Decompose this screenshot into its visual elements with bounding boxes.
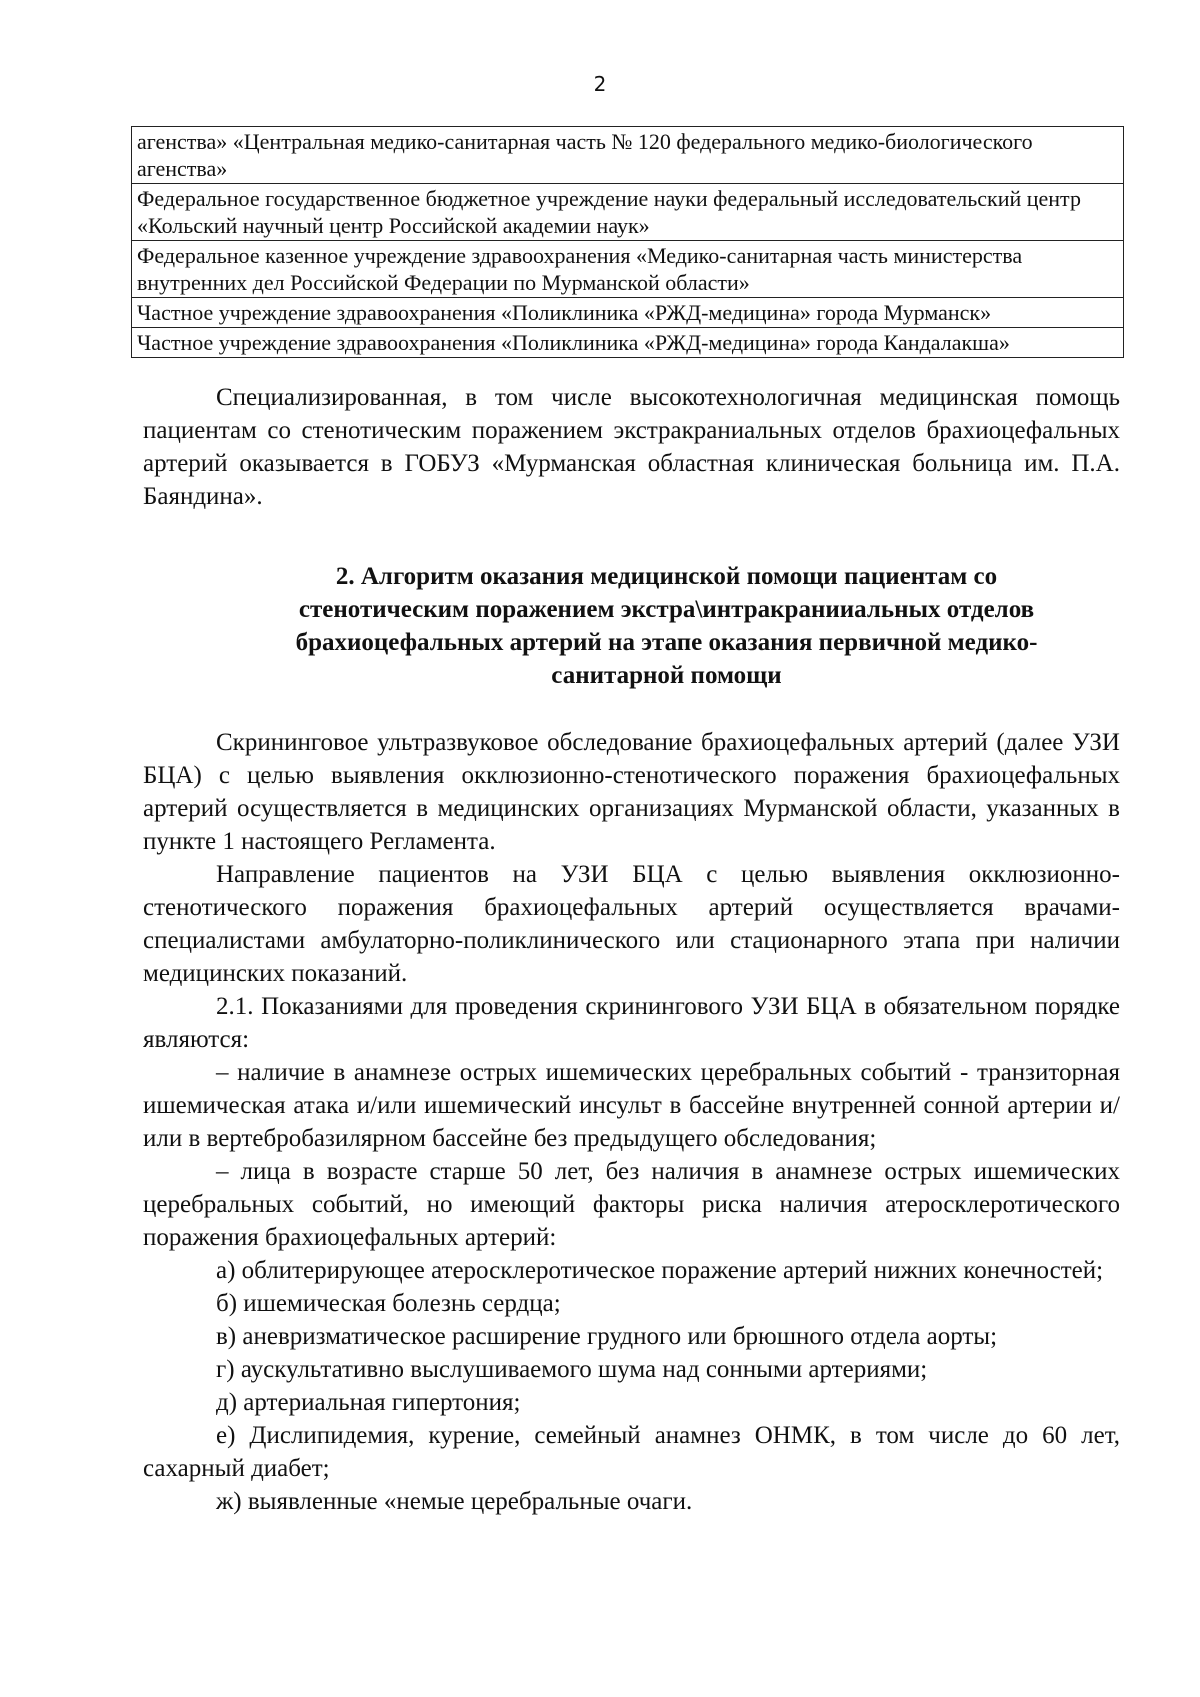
document-body <box>143 381 1120 1518</box>
table-cell: Частное учреждение здравоохранения «Поликлиника «РЖД-медицина» города Кандалакша» <box>132 328 1124 358</box>
table-cell: Федеральное государственное бюджетное учреждение науки федеральный исследовательский центр «Кольский научный центр Российской академии наук» <box>132 184 1124 241</box>
risk-factor-item: е) Дислипидемия, курение, семейный анамнез ОНМК, в том числе до 60 лет, сахарный диабет; <box>143 1422 1120 1482</box>
intro-paragraph: Специализированная, в том числе высокотехнологичная медицинская помощь пациентам со стенотическим поражением экстракраниальных отделов брахиоцефальных артерий оказывается в ГОБУЗ «Мурманская областная клиническая больница им. П.А. Баяндина». <box>143 384 1120 510</box>
indications-paragraph: 2.1. Показаниями для проведения скринингового УЗИ БЦА в обязательном порядке являются: <box>143 993 1120 1053</box>
table-row <box>132 298 1124 328</box>
risk-factor-item: а) облитерирующее атеросклеротическое поражение артерий нижних конечностей; <box>216 1257 1104 1284</box>
table-cell: Частное учреждение здравоохранения «Поликлиника «РЖД-медицина» города Мурманск» <box>132 298 1124 328</box>
table-row <box>132 127 1124 184</box>
risk-factor-item: д) артериальная гипертония; <box>216 1389 521 1416</box>
table-cell: агенства» «Центральная медико-санитарная часть № 120 федерального медико-биологического агенства» <box>132 127 1124 184</box>
table-row <box>132 241 1124 298</box>
section-heading: 2. Алгоритм оказания медицинской помощи пациентам со стенотическим поражением экстра\интракранииальных отделов брахиоцефальных артерий на этапе оказания первичной медико-санитарной помощи <box>295 563 1038 689</box>
referral-paragraph: Направление пациентов на УЗИ БЦА с целью выявления окклюзионно-стенотического поражения брахиоцефальных артерий осуществляется врачами-специалистами амбулаторно-поликлинического или стационарного этапа при наличии медицинских показаний. <box>143 861 1120 987</box>
risk-factor-item: в) аневризматическое расширение грудного или брюшного отдела аорты; <box>216 1323 998 1350</box>
screening-paragraph: Скрининговое ультразвуковое обследование брахиоцефальных артерий (далее УЗИ БЦА) с целью выявления окклюзионно-стенотического поражения брахиоцефальных артерий осуществляется в медицинских организациях Мурманской области, указанных в пункте 1 настоящего Регламента. <box>143 729 1120 855</box>
indication-item-1: – наличие в анамнезе острых ишемических церебральных событий - транзиторная ишемическая атака и/или ишемический инсульт в бассейне внутренней сонной артерии и/или в вертебробазилярном бассейне без предыдущего обследования; <box>143 1059 1120 1152</box>
table-cell: Федеральное казенное учреждение здравоохранения «Медико-санитарная часть министерства внутренних дел Российской Федерации по Мурманской области» <box>132 241 1124 298</box>
risk-factor-item: г) аускультативно выслушиваемого шума над сонными артериями; <box>216 1356 928 1383</box>
page-number: 2 <box>593 72 607 96</box>
medical-organizations-table <box>131 126 1124 358</box>
table-row <box>132 328 1124 358</box>
indication-item-2: – лица в возрасте старше 50 лет, без наличия в анамнезе острых ишемических церебральных событий, но имеющий факторы риска наличия атеросклеротического поражения брахиоцефальных артерий: <box>143 1158 1120 1251</box>
table-row <box>132 184 1124 241</box>
risk-factor-item: ж) выявленные «немые церебральные очаги. <box>216 1488 693 1515</box>
risk-factor-item: б) ишемическая болезнь сердца; <box>216 1290 561 1317</box>
